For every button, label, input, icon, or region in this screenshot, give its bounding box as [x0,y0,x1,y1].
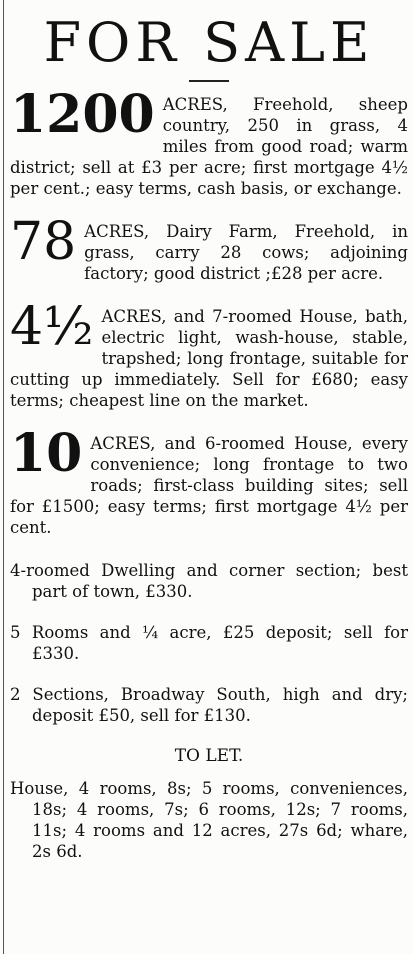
ad-text: ACRES, and 6-roomed House, every convenience; long frontage to two roads; first-class building sites; sell for £1500; easy terms; first mortgage 4½ per cent. [10,434,408,537]
ad-big-number: 78 [10,212,77,272]
to-let-text: House, 4 rooms, 8s; 5 rooms, conveniences, 18s; 4 rooms, 7s; 6 rooms, 12s; 7 rooms, 11s; 4 rooms and 12 acres, 27s 6d; whare, 2s 6d. [10,779,408,861]
to-let-title: TO LET. [174,746,244,766]
ad-big-number: 1200 [10,84,155,145]
advertisement-column [10,0,408,882]
ad-78-acres [10,212,408,284]
listing-5-rooms: 5 Rooms and ¼ acre, £25 deposit; sell for £330. [10,623,408,663]
headline-divider [189,80,229,82]
ad-10-acres [10,423,408,538]
listing-dwelling: 4-roomed Dwelling and corner section; best part of town, £330. [10,561,408,601]
listing-sections: 2 Sections, Broadway South, high and dry; deposit £50, sell for £130. [10,685,408,725]
ad-4-half-acres [10,297,408,411]
ad-text: ACRES, Freehold, sheep country, 250 in grass, 4 miles from good road; warm district; sell at £3 per acre; first mortgage 4½ per cent.; easy terms, cash basis, or exchange. [10,95,408,198]
ad-text: ACRES, Dairy Farm, Freehold, in grass, carry 28 cows; adjoining factory; good district ;£28 per acre. [84,222,408,283]
headline: FOR SALE [43,11,375,74]
ad-big-number: 10 [10,423,83,484]
ad-big-number: 4½ [10,297,94,357]
ad-1200-acres [10,84,408,199]
column-rule [3,0,4,954]
ad-text: ACRES, and 7-roomed House, bath, electric light, wash-house, stable, trapshed; long frontage, suitable for cutting up immediately. Sell for £680; easy terms; cheapest line on the market. [10,307,408,410]
